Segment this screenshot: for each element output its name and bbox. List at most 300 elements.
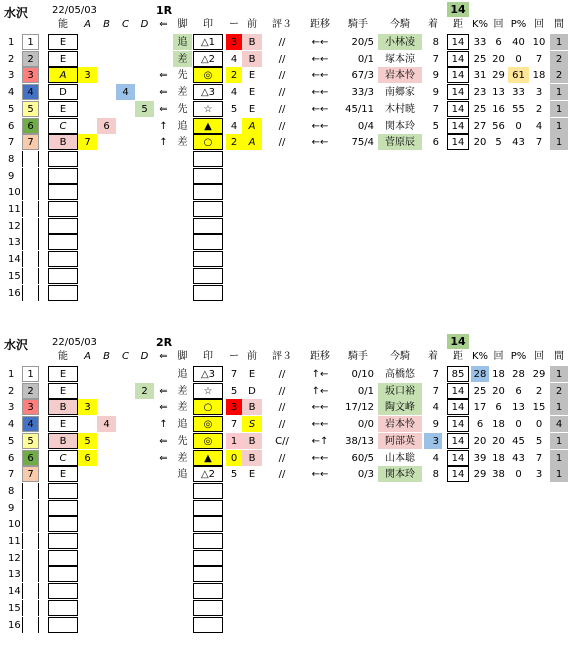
leg-style-cell [173, 500, 192, 516]
rank-a-cell: 5 [78, 433, 97, 449]
horse-row[interactable] [0, 399, 578, 415]
rank-a-cell [78, 218, 97, 234]
ability-cell[interactable]: D [48, 84, 78, 100]
rank-d-cell [135, 583, 154, 599]
mark-cell[interactable] [193, 184, 223, 200]
horse-row[interactable] [0, 84, 578, 100]
interval-cell: 1 [550, 34, 568, 50]
p-percent-cell: 55 [512, 103, 525, 115]
rank-dash-cell: 0 [226, 450, 242, 466]
arrow-cell [155, 151, 172, 167]
k-percent-cell: 39 [473, 452, 487, 464]
current-jockey-cell: 岩本怜 [378, 67, 422, 83]
previous-cell: B [242, 433, 262, 449]
leg-style-cell: 追 [177, 469, 188, 481]
k-percent-cell: 25 [473, 103, 487, 115]
mark-cell[interactable] [193, 583, 223, 599]
rank-b-cell: 6 [97, 118, 116, 134]
k-percent-cell: 23 [473, 87, 487, 99]
ability-cell[interactable] [48, 168, 78, 184]
rank-c-cell [116, 583, 135, 599]
rank-c-cell [116, 184, 135, 200]
p-percent-cell: 45 [512, 435, 525, 447]
horse-row[interactable] [0, 34, 578, 50]
rank-c-cell [116, 67, 135, 83]
arrow-cell [155, 583, 172, 599]
leg-style-cell: 先 [177, 70, 188, 82]
current-jockey-cell: 菅原辰 [378, 134, 422, 150]
p-count-cell: 29 [532, 369, 546, 380]
mark-cell[interactable]: △2 [193, 466, 223, 482]
p-count-cell: 4 [535, 120, 543, 132]
ability-cell[interactable] [48, 151, 78, 167]
arrow-cell [155, 184, 172, 200]
gate-cell: 1 [22, 34, 39, 50]
mark-cell[interactable]: △1 [193, 34, 223, 50]
rank-b-cell [97, 51, 116, 67]
empty-row[interactable] [0, 617, 578, 633]
distance-cell: 14 [447, 51, 469, 67]
horse-row[interactable] [0, 51, 578, 67]
leg-style-cell [173, 184, 192, 200]
column-header-B: B [103, 351, 110, 362]
empty-row[interactable] [0, 533, 578, 549]
rank-b-cell [97, 168, 116, 184]
arrow-cell [155, 600, 172, 616]
rank-a-cell [78, 201, 97, 217]
p-count-cell: 10 [532, 37, 546, 48]
p-count-cell: 2 [535, 103, 543, 115]
k-percent-cell: 28 [471, 366, 489, 382]
arrow-cell [155, 500, 172, 516]
row-number: 9 [8, 502, 15, 514]
p-percent-cell: 0 [515, 120, 522, 132]
interval-cell: 1 [550, 101, 568, 117]
current-jockey-cell: 関本玲 [378, 466, 422, 482]
rank-d-cell [135, 533, 154, 549]
arrow-cell: ⇐ [159, 385, 168, 397]
distance-cell: 14 [447, 67, 469, 83]
rank-b-cell [97, 268, 116, 284]
jockey-record-cell: 0/3 [357, 469, 374, 481]
mark-cell[interactable]: ☆ [193, 383, 223, 399]
horse-row[interactable] [0, 416, 578, 432]
ability-cell[interactable] [48, 285, 78, 301]
mark-cell[interactable] [193, 500, 223, 516]
gate-cell [22, 550, 39, 566]
distance-cell: 14 [447, 450, 469, 466]
finish-cell: 6 [432, 137, 439, 149]
empty-row[interactable] [0, 600, 578, 616]
rank-c-cell [116, 118, 135, 134]
horse-row[interactable] [0, 450, 578, 466]
row-number: 4 [8, 419, 15, 431]
ability-cell[interactable] [48, 201, 78, 217]
ability-cell[interactable] [48, 550, 78, 566]
ability-cell[interactable]: B [48, 134, 78, 150]
mark-cell[interactable]: ○ [193, 399, 223, 415]
p-count-cell: 7 [535, 137, 543, 149]
rank-d-cell [135, 285, 154, 301]
distance-cell: 14 [447, 466, 469, 482]
rank-c-cell [116, 168, 135, 184]
ability-cell[interactable] [48, 251, 78, 267]
evaluation-cell: // [278, 137, 286, 149]
distance-move-cell: ←← [311, 402, 329, 414]
rank-b-cell [97, 251, 116, 267]
mark-cell[interactable]: △3 [193, 366, 223, 382]
column-header-prev: 前 [247, 19, 257, 30]
ability-cell[interactable]: E [48, 101, 78, 117]
k-percent-cell: 27 [473, 120, 487, 132]
row-number: 11 [8, 536, 21, 547]
p-percent-cell: 40 [512, 37, 525, 48]
p-count-cell: 15 [532, 402, 546, 414]
rank-c-cell [116, 251, 135, 267]
rank-d-cell [135, 500, 154, 516]
column-header-jockey: 騎手 [348, 351, 368, 362]
arrow-cell [155, 268, 172, 284]
rank-d-cell [135, 433, 154, 449]
leg-style-cell: 差 [177, 452, 188, 464]
p-percent-cell: 61 [508, 67, 529, 83]
rank-c-cell [116, 218, 135, 234]
mark-cell[interactable]: ◎ [193, 433, 223, 449]
rank-d-cell [135, 399, 154, 415]
rank-a-cell [78, 583, 97, 599]
rank-c-cell [116, 533, 135, 549]
previous-cell: A [242, 118, 262, 134]
finish-cell: 3 [424, 433, 442, 449]
mark-cell[interactable] [193, 516, 223, 532]
rank-d-cell [135, 251, 154, 267]
gate-cell [22, 533, 39, 549]
ability-cell[interactable] [48, 234, 78, 250]
rank-d-cell: 5 [135, 101, 154, 117]
mark-cell[interactable]: △3 [193, 84, 223, 100]
empty-row[interactable] [0, 184, 578, 200]
empty-row[interactable] [0, 268, 578, 284]
rank-c-cell [116, 433, 135, 449]
ability-cell[interactable]: E [48, 34, 78, 50]
ability-cell[interactable] [48, 184, 78, 200]
leg-style-cell [173, 516, 192, 532]
rank-a-cell [78, 516, 97, 532]
rank-b-cell [97, 600, 116, 616]
rank-c-cell [116, 101, 135, 117]
mark-cell[interactable]: ▲ [193, 118, 223, 134]
evaluation-cell: C// [275, 435, 289, 447]
distance-cell: 14 [447, 383, 469, 399]
rank-a-cell: 3 [78, 399, 97, 415]
rank-b-cell [97, 550, 116, 566]
rank-d-cell [135, 67, 154, 83]
gate-cell: 1 [22, 366, 39, 382]
column-header-k: K% [471, 19, 489, 30]
ability-cell[interactable] [48, 583, 78, 599]
rank-d-cell [135, 566, 154, 582]
ability-cell[interactable] [48, 617, 78, 633]
finish-cell: 7 [432, 103, 439, 115]
ability-cell[interactable]: C [48, 118, 78, 134]
current-jockey-cell: 陶文峰 [378, 399, 422, 415]
rank-dash-cell: 3 [226, 34, 242, 50]
mark-cell[interactable] [193, 533, 223, 549]
leg-style-cell: 追 [173, 34, 192, 50]
column-header-dist: 距 [453, 19, 463, 30]
empty-row[interactable] [0, 218, 578, 234]
current-jockey-cell: 坂口裕 [378, 383, 422, 399]
arrow-cell [155, 251, 172, 267]
gate-cell [22, 168, 39, 184]
leg-style-cell: 差 [177, 87, 188, 99]
row-number: 3 [8, 402, 15, 414]
horse-row[interactable] [0, 433, 578, 449]
rank-a-cell [78, 184, 97, 200]
column-header-interval: 間 [554, 351, 564, 362]
empty-row[interactable] [0, 483, 578, 499]
evaluation-cell: // [278, 103, 286, 115]
interval-cell: 1 [550, 466, 568, 482]
column-header-noh: 能 [58, 19, 68, 30]
ability-cell[interactable]: B [48, 399, 78, 415]
evaluation-cell: // [278, 87, 286, 99]
ability-cell[interactable] [48, 600, 78, 616]
leg-style-cell [173, 251, 192, 267]
ability-cell[interactable] [48, 218, 78, 234]
row-number: 12 [8, 552, 21, 564]
rank-a-cell [78, 268, 97, 284]
rank-b-cell [97, 34, 116, 50]
rank-a-cell [78, 416, 97, 432]
arrow-cell: ⇐ [159, 452, 168, 464]
current-jockey-cell: 山本聡 [385, 452, 415, 464]
horse-row[interactable] [0, 366, 578, 382]
row-number: 7 [8, 137, 15, 149]
distance-cell: 14 [447, 101, 469, 117]
mark-cell[interactable] [193, 617, 223, 633]
race-number: 1R [156, 4, 173, 17]
ability-cell[interactable] [48, 483, 78, 499]
rank-d-cell [135, 51, 154, 67]
mark-cell[interactable] [193, 600, 223, 616]
column-header-leg: 脚 [177, 351, 188, 362]
gate-cell [22, 268, 39, 284]
distance-move-cell: ←← [311, 452, 329, 464]
arrow-cell: ⇐ [159, 103, 168, 115]
mark-cell[interactable] [193, 218, 223, 234]
rank-d-cell [135, 416, 154, 432]
column-header-p: P% [510, 351, 527, 362]
ability-cell[interactable] [48, 500, 78, 516]
horse-row[interactable] [0, 118, 578, 134]
gate-cell: 2 [22, 383, 39, 399]
empty-row[interactable] [0, 201, 578, 217]
mark-cell[interactable]: ○ [193, 134, 223, 150]
rank-d-cell [135, 151, 154, 167]
leg-style-cell [173, 218, 192, 234]
row-number: 12 [8, 220, 21, 232]
evaluation-cell: // [278, 70, 286, 82]
rank-a-cell [78, 168, 97, 184]
rank-d-cell [135, 466, 154, 482]
gate-cell: 4 [22, 84, 39, 100]
column-header-jockey: 騎手 [348, 19, 368, 30]
ability-cell[interactable]: E [48, 366, 78, 382]
rank-d-cell [135, 218, 154, 234]
row-number: 2 [8, 53, 15, 65]
race-section-1 [0, 0, 578, 330]
empty-row[interactable] [0, 500, 578, 516]
gate-cell [22, 234, 39, 250]
interval-cell: 1 [550, 134, 568, 150]
mark-cell[interactable] [193, 251, 223, 267]
rank-dash-cell: 7 [230, 369, 238, 380]
empty-row[interactable] [0, 234, 578, 250]
empty-row[interactable] [0, 516, 578, 532]
finish-cell: 9 [432, 87, 439, 99]
mark-cell[interactable] [193, 285, 223, 301]
arrow-cell [155, 201, 172, 217]
race-date: 22/05/03 [52, 337, 97, 348]
empty-row[interactable] [0, 151, 578, 167]
mark-cell[interactable]: △2 [193, 51, 223, 67]
gate-cell [22, 151, 39, 167]
ability-cell[interactable]: B [48, 433, 78, 449]
row-number: 15 [8, 602, 21, 614]
row-number: 14 [8, 586, 21, 598]
mark-cell[interactable] [193, 483, 223, 499]
arrow-cell: ⇐ [159, 87, 168, 99]
interval-cell: 1 [550, 366, 568, 382]
rank-d-cell [135, 617, 154, 633]
rank-c-cell [116, 416, 135, 432]
k-count-cell: 6 [495, 37, 502, 48]
mark-cell[interactable] [193, 566, 223, 582]
p-count-cell: 7 [535, 53, 543, 65]
ability-cell[interactable] [48, 566, 78, 582]
ability-cell[interactable]: C [48, 450, 78, 466]
leg-style-cell: 差 [173, 51, 192, 67]
jockey-record-cell: 67/3 [351, 70, 374, 82]
rank-c-cell [116, 399, 135, 415]
row-number: 13 [8, 237, 21, 249]
rank-a-cell [78, 234, 97, 250]
mark-cell[interactable]: ▲ [193, 450, 223, 466]
row-number: 4 [8, 87, 15, 99]
leg-style-cell [173, 234, 192, 250]
mark-cell[interactable] [193, 234, 223, 250]
column-header-D: D [140, 351, 149, 362]
previous-cell: B [242, 34, 262, 50]
venue-name: 水沢 [4, 6, 29, 20]
jockey-record-cell: 0/1 [357, 53, 374, 65]
finish-cell: 4 [432, 452, 439, 464]
column-header-dash: ー [229, 351, 239, 362]
distance-move-cell: ←← [311, 87, 329, 99]
gate-cell [22, 516, 39, 532]
empty-row[interactable] [0, 583, 578, 599]
previous-cell: B [242, 399, 262, 415]
p-count-cell: 5 [535, 435, 543, 447]
k-count-cell: 56 [492, 120, 505, 132]
mark-cell[interactable]: ☆ [193, 101, 223, 117]
distance-badge: 14 [447, 2, 469, 17]
k-count-cell: 18 [492, 369, 505, 380]
mark-cell[interactable]: ◎ [193, 416, 223, 432]
mark-cell[interactable] [193, 151, 223, 167]
rank-d-cell [135, 201, 154, 217]
ability-cell[interactable]: E [48, 466, 78, 482]
column-header-D: D [140, 19, 149, 30]
rank-a-cell [78, 34, 97, 50]
horse-row[interactable] [0, 67, 578, 83]
rank-b-cell [97, 84, 116, 100]
previous-cell: E [248, 469, 256, 481]
column-header-finish: 着 [428, 19, 438, 30]
rank-b-cell [97, 201, 116, 217]
jockey-record-cell: 0/0 [357, 419, 374, 431]
distance-move-cell: ←← [311, 37, 329, 48]
leg-style-cell: 先 [177, 435, 188, 447]
mark-cell[interactable] [193, 268, 223, 284]
rank-c-cell [116, 550, 135, 566]
horse-row[interactable] [0, 101, 578, 117]
distance-badge: 14 [447, 334, 469, 349]
mark-cell[interactable] [193, 201, 223, 217]
rank-b-cell [97, 566, 116, 582]
rank-a-cell [78, 617, 97, 633]
previous-cell: D [248, 385, 256, 397]
empty-row[interactable] [0, 168, 578, 184]
mark-cell[interactable]: ◎ [193, 67, 223, 83]
k-count-cell: 13 [492, 87, 505, 99]
mark-cell[interactable] [193, 550, 223, 566]
empty-row[interactable] [0, 251, 578, 267]
evaluation-cell: // [278, 452, 286, 464]
ability-cell[interactable]: E [48, 416, 78, 432]
rank-b-cell [97, 366, 116, 382]
ability-cell[interactable] [48, 268, 78, 284]
empty-row[interactable] [0, 285, 578, 301]
horse-row[interactable] [0, 466, 578, 482]
horse-row[interactable] [0, 383, 578, 399]
ability-cell[interactable] [48, 516, 78, 532]
ability-cell[interactable] [48, 533, 78, 549]
evaluation-cell: // [278, 37, 286, 48]
rank-b-cell [97, 533, 116, 549]
empty-row[interactable] [0, 550, 578, 566]
ability-cell[interactable]: E [48, 383, 78, 399]
ability-cell[interactable]: E [48, 51, 78, 67]
mark-cell[interactable] [193, 168, 223, 184]
row-number: 10 [8, 519, 21, 531]
interval-cell: 1 [550, 118, 568, 134]
horse-row[interactable] [0, 134, 578, 150]
empty-row[interactable] [0, 566, 578, 582]
arrow-cell: ↑ [159, 137, 168, 149]
leg-style-cell [173, 168, 192, 184]
arrow-cell [155, 218, 172, 234]
finish-cell: 7 [432, 385, 439, 397]
ability-cell[interactable]: A [48, 67, 78, 83]
gate-cell: 6 [22, 118, 39, 134]
column-header-prev: 前 [247, 351, 257, 362]
row-number: 14 [8, 254, 21, 266]
rank-dash-cell: 4 [230, 53, 238, 65]
k-percent-cell: 33 [473, 37, 487, 48]
distance-cell: 85 [447, 366, 469, 382]
